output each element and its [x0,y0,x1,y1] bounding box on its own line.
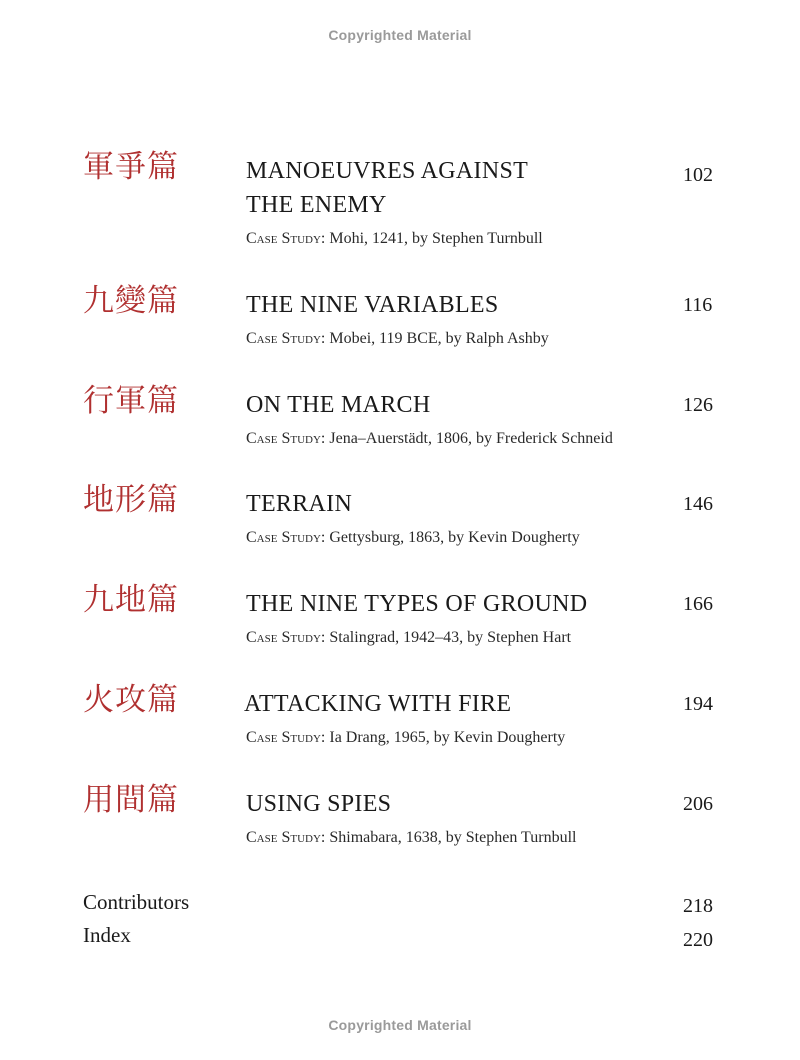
case-study-line [246,529,580,547]
chapter-title: ATTACKING WITH FIRE [244,691,512,717]
chapter-cjk-title: 用間篇 [83,782,179,818]
chapter-page-number: 166 [683,593,713,615]
toc-entry-using-spies[interactable] [0,783,800,873]
chapter-cjk-title: 軍爭篇 [83,149,179,185]
toc-entry-index[interactable]: Index [83,923,131,947]
index-page-number: 220 [683,929,713,951]
case-study-label: Case Study: [246,829,326,846]
case-study-line [246,729,565,747]
chapter-cjk-title: 九變篇 [83,283,179,319]
case-study-label: Case Study: [246,529,326,546]
case-study-text: Stalingrad, 1942–43, by Stephen Hart [329,629,572,646]
case-study-label: Case Study: [246,430,326,447]
chapter-title: THE NINE TYPES OF GROUND [246,591,588,617]
chapter-title: USING SPIES [246,791,392,817]
case-study-line [246,629,571,647]
chapter-cjk-title: 火攻篇 [83,682,179,718]
toc-entry-nine-types-of-ground[interactable] [0,583,800,673]
case-study-label: Case Study: [246,230,326,247]
toc-entry-attacking-with-fire[interactable] [0,683,800,773]
chapter-title: MANOEUVRES AGAINST THE ENEMY [246,158,529,218]
case-study-text: Ia Drang, 1965, by Kevin Dougherty [329,729,566,746]
case-study-text: Jena–Auerstädt, 1806, by Frederick Schneid [329,430,613,447]
chapter-title: THE NINE VARIABLES [246,292,499,318]
case-study-line [246,430,613,448]
case-study-text: Shimabara, 1638, by Stephen Turnbull [329,829,577,846]
contributors-page-number: 218 [683,895,713,917]
chapter-page-number: 206 [683,793,713,815]
case-study-text: Mobei, 119 BCE, by Ralph Ashby [329,330,549,347]
case-study-text: Gettysburg, 1863, by Kevin Dougherty [329,529,580,546]
chapter-title: ON THE MARCH [246,392,431,418]
toc-entry-nine-variables[interactable] [0,284,800,374]
case-study-label: Case Study: [246,629,326,646]
case-study-line [246,230,543,248]
chapter-page-number: 116 [683,294,713,316]
copyright-watermark-bottom: Copyrighted Material [328,1017,472,1033]
chapter-page-number: 146 [683,493,713,515]
chapter-cjk-title: 九地篇 [83,582,179,618]
toc-entry-on-the-march[interactable] [0,384,800,474]
case-study-line [246,829,576,847]
chapter-page-number: 102 [683,164,713,186]
chapter-cjk-title: 地形篇 [83,482,179,518]
toc-entry-contributors[interactable]: Contributors [83,890,190,914]
case-study-text: Mohi, 1241, by Stephen Turnbull [329,230,543,247]
chapter-cjk-title: 行軍篇 [83,383,179,419]
copyright-watermark-top: Copyrighted Material [328,27,472,43]
case-study-line [246,330,549,348]
chapter-page-number: 126 [683,394,713,416]
case-study-label: Case Study: [246,330,326,347]
chapter-title: TERRAIN [246,491,353,517]
toc-entry-manoeuvres[interactable] [0,149,800,247]
chapter-page-number: 194 [683,693,713,715]
case-study-label: Case Study: [246,729,326,746]
toc-entry-terrain[interactable] [0,483,800,573]
